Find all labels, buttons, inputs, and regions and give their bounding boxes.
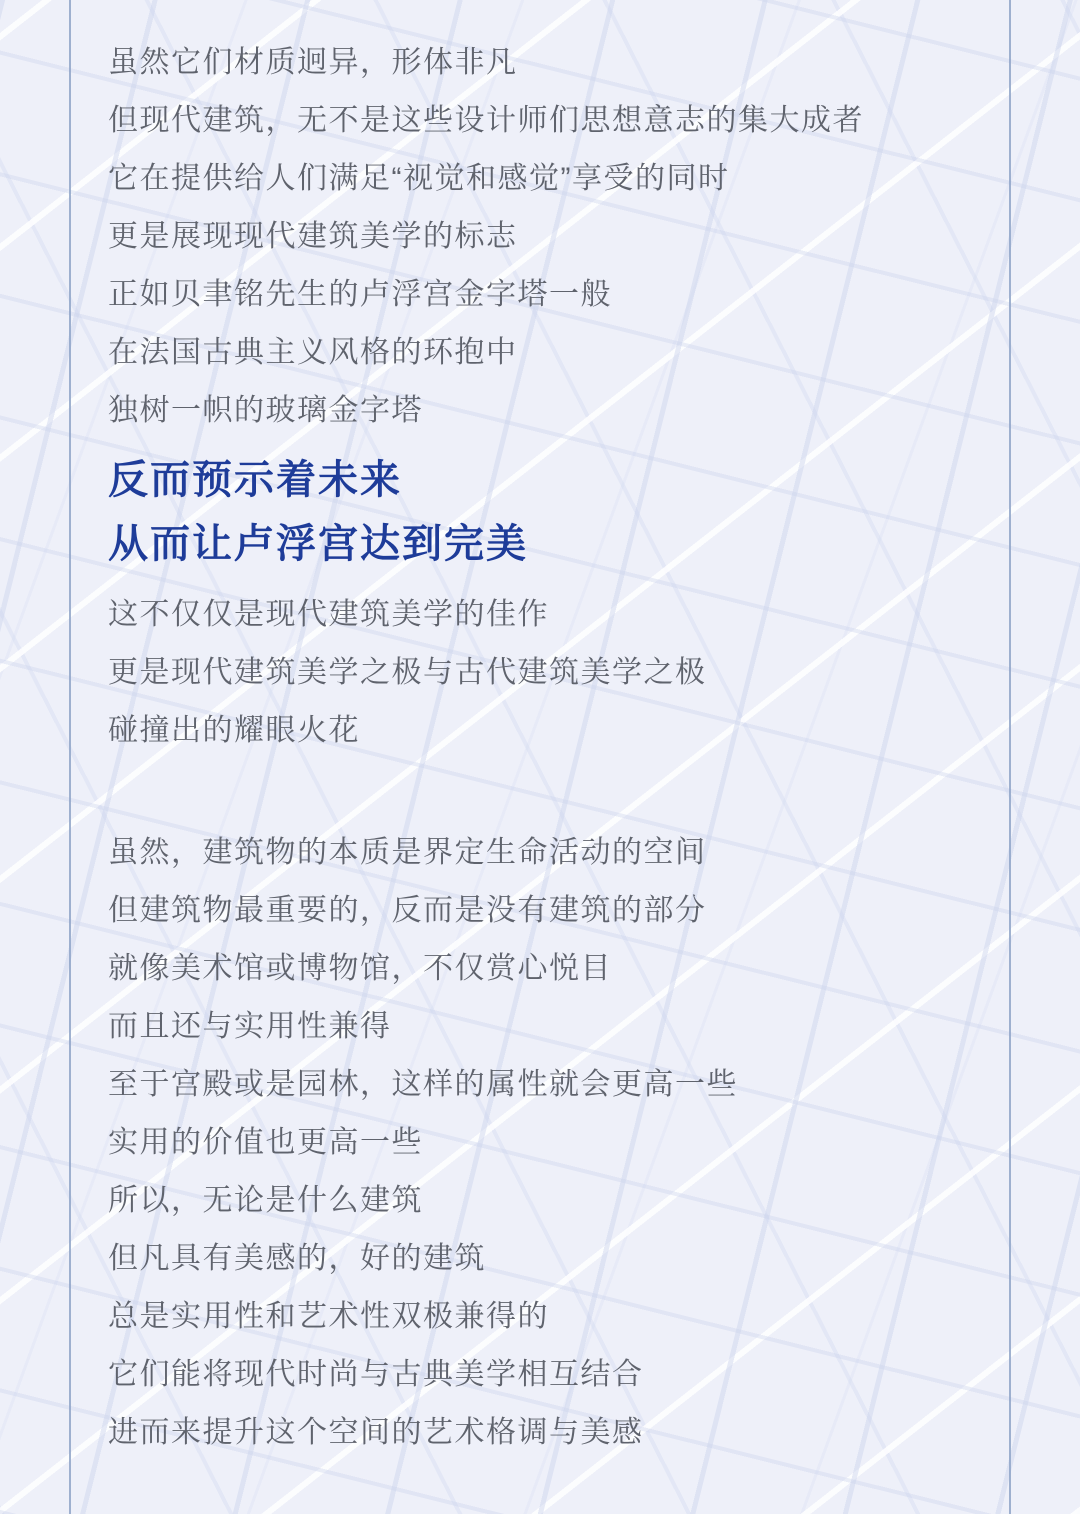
text-line: 它在提供给人们满足“视觉和感觉”享受的同时 <box>108 162 730 195</box>
text-line: 但建筑物最重要的，反而是没有建筑的部分 <box>108 894 707 927</box>
paragraph-highlight <box>108 448 1004 576</box>
text-line: 所以，无论是什么建筑 <box>108 1184 423 1217</box>
left-frame-line <box>69 0 71 1514</box>
paragraph-second <box>108 824 1004 1462</box>
text-line: 总是实用性和艺术性双极兼得的 <box>108 1300 549 1333</box>
text-line: 但现代建筑，无不是这些设计师们思想意志的集大成者 <box>108 104 864 137</box>
text-line: 从而让卢浮宫达到完美 <box>108 522 528 566</box>
text-line: 进而来提升这个空间的艺术格调与美感 <box>108 1416 644 1449</box>
text-line: 这不仅仅是现代建筑美学的佳作 <box>108 598 549 631</box>
right-frame-line <box>1009 0 1011 1514</box>
paragraph-intro <box>108 34 1004 440</box>
text-line: 就像美术馆或博物馆，不仅赏心悦目 <box>108 952 612 985</box>
text-line: 正如贝聿铭先生的卢浮宫金字塔一般 <box>108 278 612 311</box>
text-line: 它们能将现代时尚与古典美学相互结合 <box>108 1358 644 1391</box>
text-line: 独树一帜的玻璃金字塔 <box>108 394 423 427</box>
text-line: 虽然，建筑物的本质是界定生命活动的空间 <box>108 836 707 869</box>
text-line: 而且还与实用性兼得 <box>108 1010 392 1043</box>
text-line: 更是现代建筑美学之极与古代建筑美学之极 <box>108 656 707 689</box>
article-content <box>108 34 1004 1462</box>
paragraph-conclusion <box>108 586 1004 760</box>
text-line: 更是展现现代建筑美学的标志 <box>108 220 518 253</box>
text-line: 至于宫殿或是园林，这样的属性就会更高一些 <box>108 1068 738 1101</box>
text-line: 反而预示着未来 <box>108 458 402 502</box>
text-line: 实用的价值也更高一些 <box>108 1126 423 1159</box>
text-line: 虽然它们材质迥异，形体非凡 <box>108 46 518 79</box>
text-line: 但凡具有美感的，好的建筑 <box>108 1242 486 1275</box>
text-line: 在法国古典主义风格的环抱中 <box>108 336 518 369</box>
text-line: 碰撞出的耀眼火花 <box>108 714 360 747</box>
